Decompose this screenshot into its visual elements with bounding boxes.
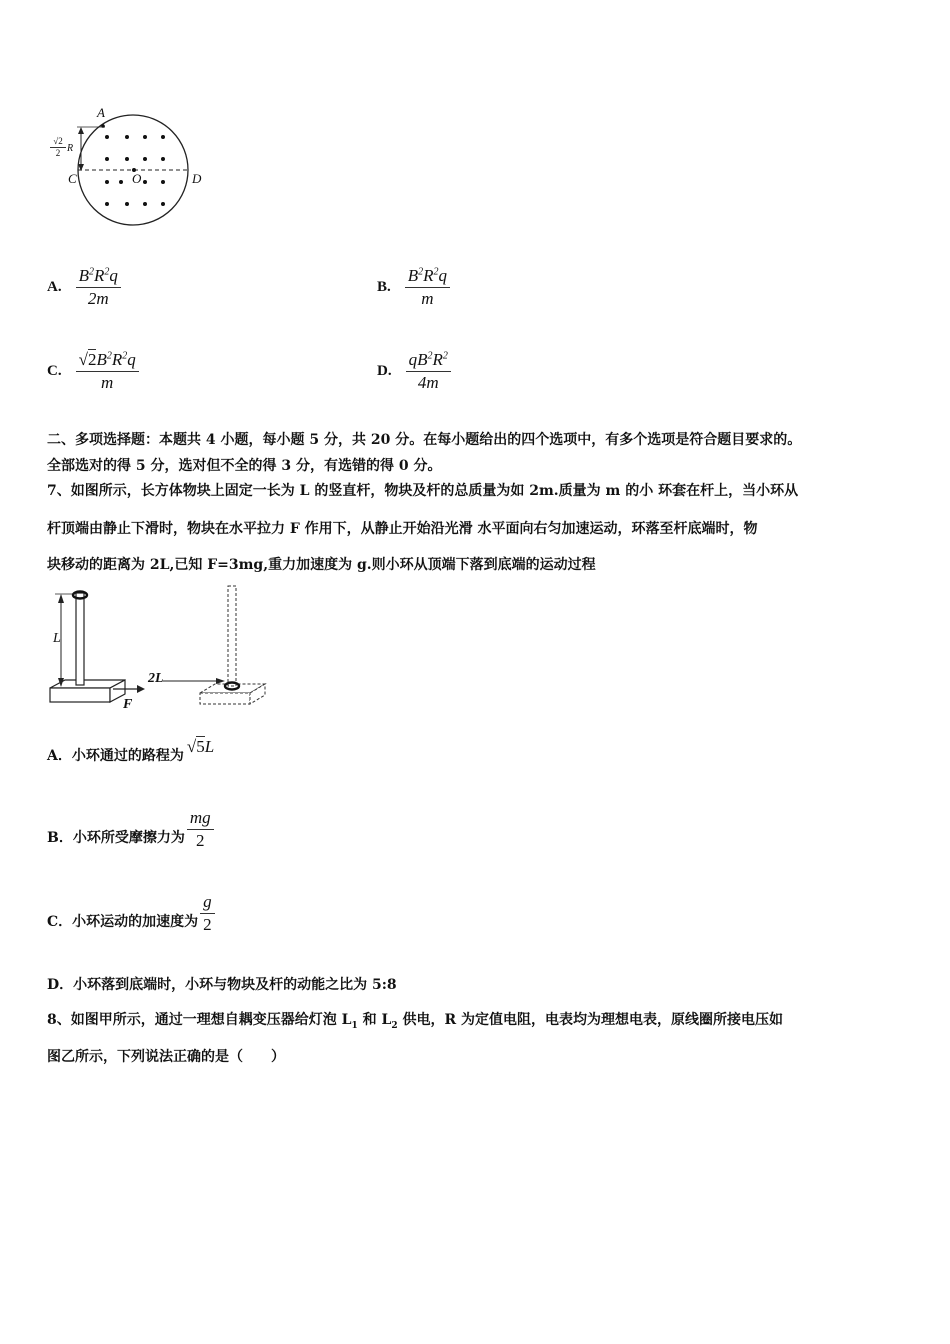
label-sqrt2-over-2-r: √2 2 (50, 136, 66, 159)
q7-stem-line2: 杆顶端由静止下滑时，物块在水平拉力 F 作用下，从静止开始沿光滑 水平面向右匀加速运动，环落至杆底端时，物 (47, 521, 758, 537)
figure-magnetic-field-circle (45, 100, 215, 235)
q7-stem-line3: 块移动的距离为 2L,已知 F=3mg,重力加速度为 g.则小环从顶端下落到底端的运动过程 (47, 557, 596, 573)
option-d-fraction: $\frac{qB^2R^2}{4m}$ (406, 350, 451, 393)
circle-diagram (45, 100, 215, 235)
q6-option-a[interactable] (47, 262, 121, 312)
q8-stem-line1: 8、如图甲所示，通过一理想自耦变压器给灯泡 $L_1$ 和 $L_2$ 供电，R 为定值电阻，电表均为理想电表，原线圈所接电压如 (47, 1012, 783, 1031)
option-letter: D. (377, 362, 392, 379)
option-b-fraction: $\frac{B^2R^2q}{m}$ (405, 266, 450, 309)
q7-option-c[interactable] (47, 888, 215, 938)
option-c-fraction: $\frac{g}{2}$ (200, 892, 215, 935)
q7-stem-line1: 7、如图所示，长方体物块上固定一长为 L 的竖直杆，物块及杆的总质量为如 2m.质量为 m 的小 环套在杆上，当小环从 (47, 483, 799, 499)
option-c-fraction: $\frac{√2B^2R^2q}{m}$ (76, 350, 139, 393)
option-b-text: B．小环所受摩擦力为 (47, 830, 185, 846)
option-letter: B. (377, 278, 391, 295)
label-d: D (192, 171, 202, 186)
label-f: F (123, 697, 133, 712)
option-letter: C. (47, 362, 62, 379)
label-r: R (67, 143, 74, 154)
q7-option-b[interactable] (47, 804, 214, 854)
section2-header-line1: 二、多项选择题：本题共 4 小题，每小题 5 分，共 20 分。在每小题给出的四个选项中，有多个选项是符合题目要求的。 (47, 432, 802, 448)
option-a-formula: √5L (186, 737, 215, 756)
option-a-fraction: $\frac{B^2R^2q}{2m}$ (76, 266, 121, 309)
label-2l: 2L (148, 671, 164, 686)
label-a: A (97, 105, 105, 120)
q6-option-d[interactable] (377, 344, 451, 398)
q7-option-d[interactable]: D．小环落到底端时，小环与物块及杆的动能之比为 5:8 (47, 977, 397, 993)
label-l: L (53, 631, 61, 646)
q7-option-a[interactable] (47, 737, 215, 765)
figure-rod-block (45, 583, 270, 718)
label-o: O (132, 171, 142, 186)
label-c: C (68, 171, 77, 186)
option-a-text: A．小环通过的路程为 (47, 748, 184, 764)
q6-option-b[interactable] (377, 262, 450, 312)
q6-option-c[interactable] (47, 344, 139, 398)
rod-block-diagram (45, 583, 270, 718)
option-b-fraction: $\frac{mg}{2}$ (187, 808, 214, 851)
option-letter: A. (47, 278, 62, 295)
section2-header-line2: 全部选对的得 5 分，选对但不全的得 3 分，有选错的得 0 分。 (47, 458, 442, 474)
option-c-text: C．小环运动的加速度为 (47, 914, 199, 930)
q8-stem-line2: 图乙所示，下列说法正确的是（ ） (47, 1049, 285, 1065)
